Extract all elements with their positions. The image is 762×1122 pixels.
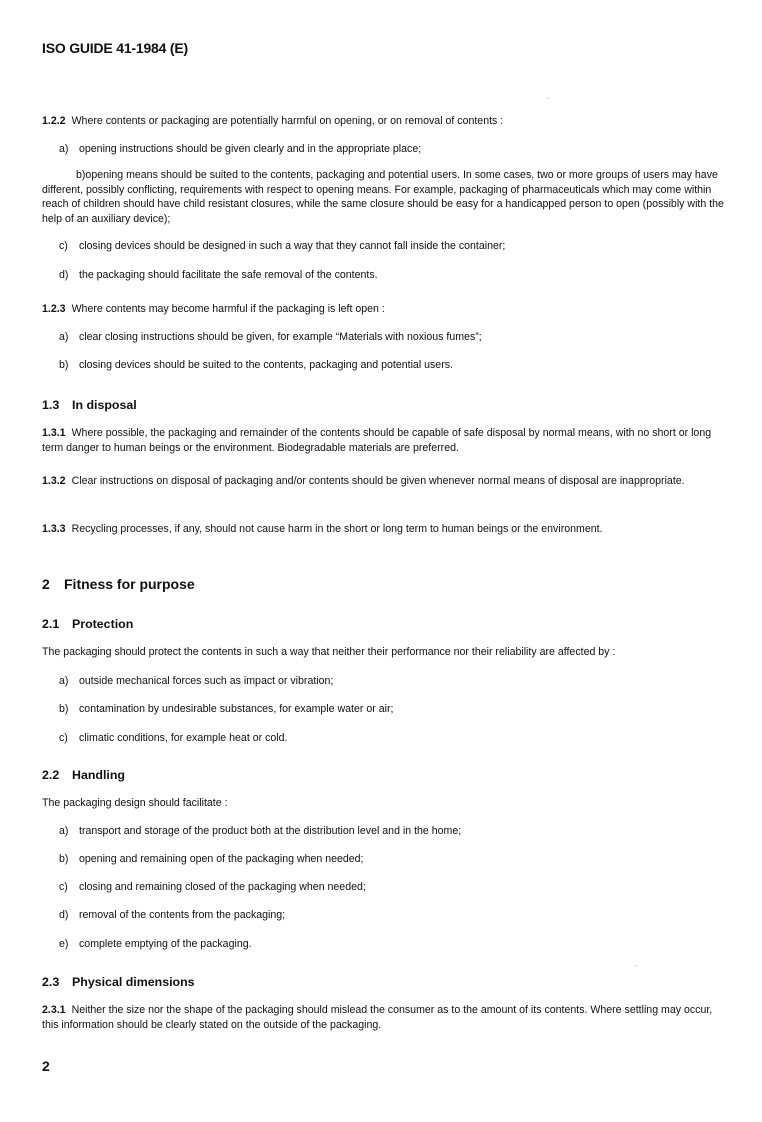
list-item: a) opening instructions should be given clearly and in the appropriate place; — [59, 143, 422, 155]
list-item: e) complete emptying of the packaging. — [59, 938, 252, 950]
section-heading-1-3: 1.3 In disposal — [42, 398, 137, 412]
clause-1-3-1: 1.3.1 Where possible, the packaging and remainder of the contents should be capable of safe disposal by normal means, with no short or long term danger to human beings or the environment. Biodegradable materials are preferred. — [42, 427, 712, 454]
section-heading-2-3: 2.3 Physical dimensions — [42, 975, 195, 989]
paragraph: The packaging should protect the contents in such a way that neither their performance nor their reliability are affected by : — [42, 646, 616, 658]
list-item: b) opening and remaining open of the packaging when needed; — [59, 853, 364, 865]
list-item: d) the packaging should facilitate the safe removal of the contents. — [59, 269, 378, 281]
list-item: c) closing devices should be designed in such a way that they cannot fall inside the container; — [59, 240, 506, 252]
list-item: a) outside mechanical forces such as impact or vibration; — [59, 675, 334, 687]
chapter-heading-2: 2 Fitness for purpose — [42, 576, 195, 592]
section-heading-2-1: 2.1 Protection — [42, 617, 134, 631]
document-id-header: ISO GUIDE 41-1984 (E) — [42, 40, 188, 56]
clause-1-3-2: 1.3.2 Clear instructions on disposal of packaging and/or contents should be given whenever normal means of disposal are inappropriate. — [42, 475, 685, 487]
list-item: b) contamination by undesirable substances, for example water or air; — [59, 703, 394, 715]
clause-1-2-2: 1.2.2 Where contents or packaging are potentially harmful on opening, or on removal of contents : — [42, 115, 504, 127]
list-item: a) transport and storage of the product both at the distribution level and in the home; — [59, 825, 462, 837]
clause-2-3-1: 2.3.1 Neither the size nor the shape of the packaging should mislead the consumer as to the amount of its contents. Where settling may occur, this information should be clearly stated on the outside of the packaging. — [42, 1004, 713, 1031]
list-item: b) closing devices should be suited to the contents, packaging and potential users. — [59, 359, 453, 371]
list-item: c) closing and remaining closed of the packaging when needed; — [59, 881, 366, 893]
section-heading-2-2: 2.2 Handling — [42, 768, 125, 782]
page-number: 2 — [42, 1058, 50, 1074]
list-item: d) removal of the contents from the packaging; — [59, 909, 286, 921]
clause-1-3-3: 1.3.3 Recycling processes, if any, should not cause harm in the short or long term to human beings or the environment. — [42, 523, 603, 535]
list-item: a) clear closing instructions should be given, for example “Materials with noxious fumes”; — [59, 331, 482, 343]
list-item: b)opening means should be suited to the contents, packaging and potential users. In some cases, two or more groups of users may have different, possibly conflicting, requirements with respect to opening means. For example, packaging of pharmaceuticals which may come within reach of children should have child resistant closures, while the same closure should be easy for a handicapped person to open (possibly with the help of an auxiliary device); — [42, 169, 724, 225]
list-item: c) climatic conditions, for example heat or cold. — [59, 732, 288, 744]
scan-speck — [636, 965, 637, 966]
scan-speck — [548, 98, 549, 99]
clause-1-2-3: 1.2.3 Where contents may become harmful if the packaging is left open : — [42, 303, 385, 315]
paragraph: The packaging design should facilitate : — [42, 797, 228, 809]
